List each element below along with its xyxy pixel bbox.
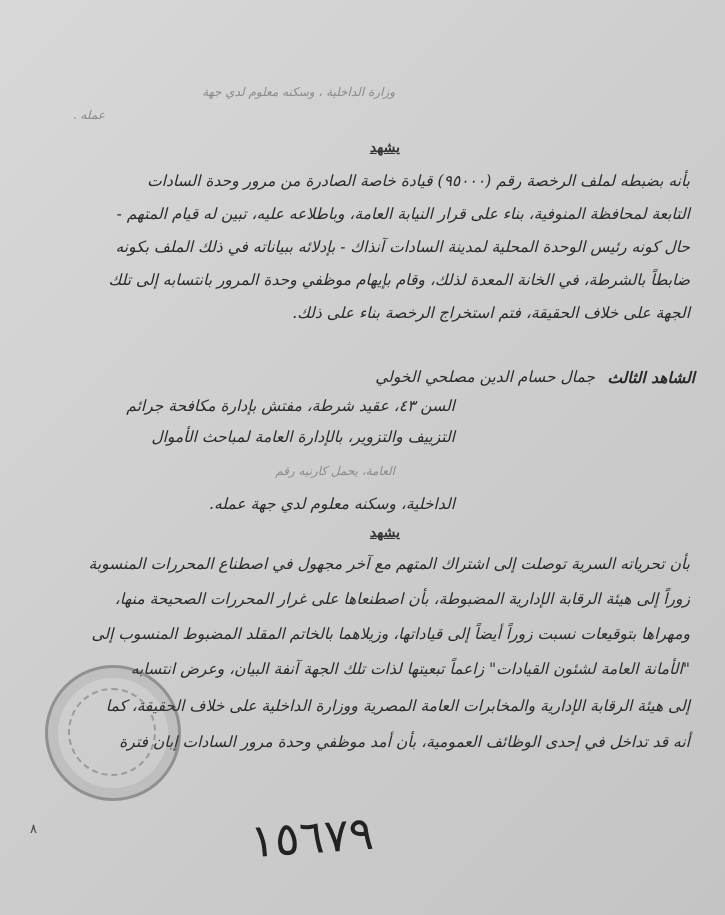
para1-line-5: الجهة على خلاف الحقيقة، فتم استخراج الرخصة بناء على ذلك. <box>292 304 690 322</box>
witness3-line-3: العامة، يحمل كارنيه رقم <box>275 464 395 478</box>
witness3-line-4: الداخلية، وسكنه معلوم لدي جهة عمله. <box>209 495 455 513</box>
para2-line-5: إلى هيئة الرقابة الإدارية والمخابرات العامة المصرية ووزارة الداخلية على خلاف الحقيقة، كما <box>105 697 690 715</box>
witness3-label: الشاهد الثالث <box>607 368 695 387</box>
official-seal-stamp <box>45 665 181 801</box>
para2-line-2: زوراً إلى هيئة الرقابة الإدارية المضبوطة، بأن اصطنعاها على غرار المحررات الصحيحة منها، <box>114 590 690 608</box>
page-mark: ٨ <box>30 822 37 837</box>
para2-line-3: ومهراها بتوقيعات نسبت زوراً أيضاً إلى قياداتها، وزيلاهما بالخاتم المقلد المضبوط المنسوب إلى <box>91 625 690 643</box>
top-faint-line-1: وزارة الداخلية ، وسكنه معلوم لدي جهة <box>202 85 395 99</box>
seal-inner-ring <box>68 688 156 776</box>
para2-line-4: "الأمانة العامة لشئون القيادات" زاعماً تبعيتها لذات تلك الجهة آنفة البيان، وعرض انتسابه <box>130 660 690 678</box>
para1-line-4: ضابطاً بالشرطة، في الخانة المعدة لذلك، وقام بإيهام موظفي وحدة المرور بانتسابه إلى تلك <box>108 271 690 289</box>
para1-line-2: التابعة لمحافظة المنوفية، بناء على قرار النيابة العامة، وباطلاعه عليه، تبين له قيام المتهم - <box>116 205 690 223</box>
top-faint-line-2: عمله . <box>72 108 105 122</box>
para2-line-6: أنه قد تداخل في إحدى الوظائف العمومية، بأن أمد موظفي وحدة مرور السادات إبان فترة <box>119 733 690 751</box>
para1-line-1: بأنه بضبطه لملف الرخصة رقم (٩٥٠٠٠) قيادة خاصة الصادرة من مرور وحدة السادات <box>147 172 690 190</box>
heading-yashhad-2: يشهد <box>369 525 400 541</box>
para2-line-1: بأن تحرياته السرية توصلت إلى اشتراك المتهم مع آخر مجهول في اصطناع المحررات المنسوبة <box>88 555 690 573</box>
witness3-line-1: السن ٤٣، عقيد شرطة، مفتش بإدارة مكافحة جرائم <box>126 397 455 415</box>
witness3-name: جمال حسام الدين مصلحي الخولي <box>375 368 595 386</box>
handwritten-number: ١٥٦٧٩ <box>248 805 376 869</box>
witness3-line-2: التزييف والتزوير، بالإدارة العامة لمباحث الأموال <box>151 428 455 446</box>
heading-yashhad-1: يشهد <box>369 140 400 156</box>
para1-line-3: حال كونه رئيس الوحدة المحلية لمدينة السادات آنذاك - بإدلائه ببياناته في ذلك الملف بكونه <box>115 238 690 256</box>
